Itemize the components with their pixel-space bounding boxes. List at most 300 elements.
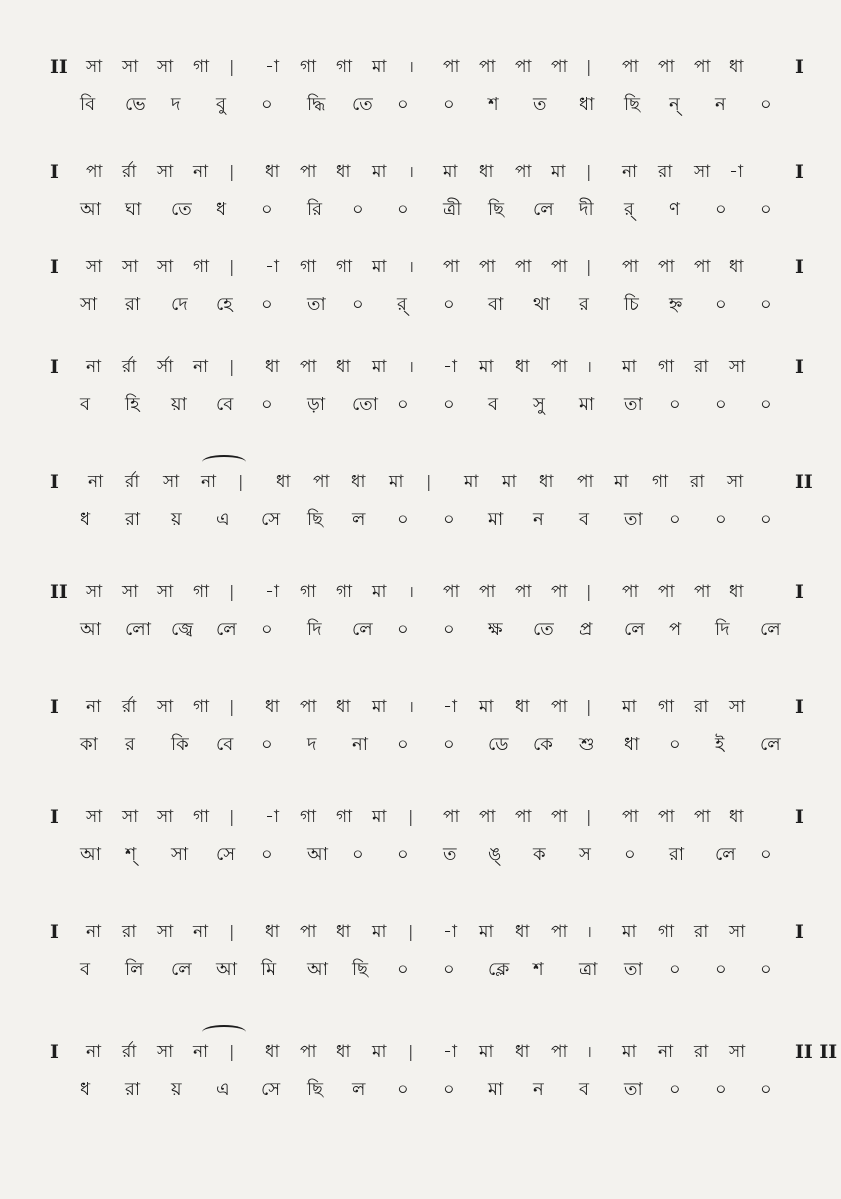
swara-line (50, 350, 825, 386)
swara-note: পা (515, 807, 532, 827)
bar-mark: I (50, 356, 59, 378)
swara-note: ধা (276, 472, 291, 492)
swara-note: -া (443, 697, 457, 717)
lyric-syllable: ০ (760, 394, 772, 415)
measure-divider: । (408, 697, 415, 716)
swara-note: পা (515, 162, 532, 182)
lyric-syllable: ই (715, 734, 725, 755)
lyric-syllable: ডে (488, 734, 509, 755)
swara-note: মা (479, 1042, 494, 1062)
swara-note: মা (622, 922, 637, 942)
swara-note: র্রা (122, 357, 137, 377)
lyric-syllable: ০ (443, 509, 455, 530)
lyric-syllable: ০ (669, 959, 681, 980)
lyric-syllable: ধা (624, 734, 640, 755)
slur-mark (202, 1025, 246, 1039)
swara-note: না (193, 162, 209, 182)
lyric-syllable: ভে (125, 94, 146, 115)
lyric-syllable: তা (624, 394, 643, 415)
lyric-syllable: য়া (171, 394, 187, 415)
lyric-syllable: ০ (760, 1079, 772, 1100)
measure-divider: | (229, 57, 235, 76)
swara-note: গা (300, 582, 317, 602)
swara-note: মা (389, 472, 404, 492)
lyric-syllable: ০ (261, 619, 273, 640)
lyric-syllable: ছি (624, 94, 641, 115)
swara-note: মা (502, 472, 517, 492)
swara-note: পা (479, 57, 496, 77)
swara-note: পা (479, 257, 496, 277)
lyric-syllable: প (669, 619, 682, 640)
measure-divider: | (229, 1042, 235, 1061)
lyric-syllable: ০ (397, 94, 409, 115)
swara-note: মা (372, 582, 387, 602)
swara-note: ধা (265, 357, 280, 377)
lyric-syllable: থা (533, 294, 550, 315)
measure-divider: । (586, 922, 593, 941)
lyric-syllable: য় (171, 1079, 182, 1100)
swara-note: না (86, 1042, 102, 1062)
lyric-syllable: ০ (715, 294, 727, 315)
swara-line (50, 575, 825, 611)
bar-mark: II II (795, 1041, 838, 1063)
swara-note: মা (372, 257, 387, 277)
lyric-syllable: লে (533, 199, 554, 220)
swara-note: মা (464, 472, 479, 492)
swara-note: পা (551, 697, 568, 717)
lyric-syllable: বে (216, 734, 234, 755)
lyric-syllable: ছি (352, 959, 369, 980)
measure-divider: । (408, 162, 415, 181)
lyric-syllable: ০ (261, 844, 273, 865)
lyric-syllable: লে (760, 619, 781, 640)
swara-note: -া (443, 357, 457, 377)
swara-note: সা (727, 472, 744, 492)
swara-note: পা (443, 57, 460, 77)
swara-note: সা (157, 1042, 174, 1062)
lyric-syllable: ০ (760, 94, 772, 115)
lyric-syllable: ০ (760, 959, 772, 980)
lyric-syllable: লে (760, 734, 781, 755)
lyric-syllable: ০ (760, 199, 772, 220)
lyric-syllable: আ (216, 959, 237, 980)
lyric-syllable: লে (216, 619, 237, 640)
lyric-syllable: বে (216, 394, 234, 415)
lyric-syllable: ০ (261, 734, 273, 755)
swara-note: পা (622, 257, 639, 277)
lyric-syllable: রা (669, 844, 685, 865)
swara-note: -া (443, 1042, 457, 1062)
bar-mark: II (50, 581, 68, 603)
swara-note: মা (479, 697, 494, 717)
lyric-syllable: ০ (669, 1079, 681, 1100)
lyric-syllable: ০ (397, 199, 409, 220)
lyric-syllable: প্র (579, 619, 593, 640)
lyric-line (50, 1073, 825, 1109)
swara-note: গা (336, 57, 353, 77)
lyric-syllable: ০ (397, 394, 409, 415)
lyric-syllable: ০ (443, 619, 455, 640)
lyric-line (50, 288, 825, 324)
swara-note: পা (551, 1042, 568, 1062)
swara-note: মা (479, 357, 494, 377)
swara-note: সা (157, 807, 174, 827)
lyric-syllable: ক্লে (488, 959, 510, 980)
swara-note: না (86, 357, 102, 377)
bar-mark: I (795, 806, 804, 828)
lyric-syllable: আ (80, 619, 101, 640)
lyric-syllable: ০ (443, 734, 455, 755)
lyric-syllable: শ (533, 959, 544, 980)
lyric-syllable: র্ (397, 294, 407, 315)
swara-note: -া (265, 582, 279, 602)
swara-note: গা (300, 257, 317, 277)
lyric-syllable: ০ (669, 509, 681, 530)
swara-note: সা (694, 162, 711, 182)
swara-note: পা (658, 57, 675, 77)
swara-note: পা (658, 582, 675, 602)
bar-mark: I (50, 806, 59, 828)
swara-note: পা (551, 57, 568, 77)
swara-note: ধা (729, 57, 744, 77)
swara-note: র্রা (122, 162, 137, 182)
swara-note: সা (157, 582, 174, 602)
lyric-syllable: র্ (624, 199, 634, 220)
lyric-syllable: ব (579, 509, 590, 530)
lyric-syllable: তা (624, 1079, 643, 1100)
lyric-syllable: ০ (624, 844, 636, 865)
swara-note: না (201, 472, 217, 492)
swara-note: গা (193, 57, 210, 77)
lyric-syllable: ধ (216, 199, 227, 220)
swara-note: সা (729, 1042, 746, 1062)
swara-note: পা (551, 257, 568, 277)
lyric-line (50, 388, 825, 424)
lyric-syllable: ০ (397, 1079, 409, 1100)
swara-note: র্রা (122, 1042, 137, 1062)
swara-note: পা (443, 807, 460, 827)
swara-note: না (193, 357, 209, 377)
swara-line (50, 465, 825, 501)
measure-divider: । (586, 357, 593, 376)
swara-note: গা (658, 697, 675, 717)
swara-note: সা (729, 357, 746, 377)
lyric-syllable: শু (579, 734, 595, 755)
lyric-syllable: ০ (397, 959, 409, 980)
swara-note: মা (372, 57, 387, 77)
swara-note: গা (300, 57, 317, 77)
lyric-syllable: তা (307, 294, 326, 315)
lyric-syllable: ধা (579, 94, 595, 115)
lyric-syllable: মি (261, 959, 277, 980)
swara-note: পা (443, 582, 460, 602)
swara-line (50, 250, 825, 286)
lyric-syllable: রা (125, 1079, 141, 1100)
lyric-syllable: ০ (669, 734, 681, 755)
measure-divider: | (408, 922, 414, 941)
swara-note: পা (551, 357, 568, 377)
swara-note: সা (729, 697, 746, 717)
lyric-syllable: দি (715, 619, 730, 640)
lyric-syllable: আ (80, 199, 101, 220)
bar-mark: I (50, 696, 59, 718)
lyric-syllable: হি (125, 394, 140, 415)
swara-note: ধা (479, 162, 494, 182)
swara-note: ধা (729, 582, 744, 602)
swara-note: মা (479, 922, 494, 942)
lyric-syllable: দী (579, 199, 594, 220)
swara-note: পা (622, 807, 639, 827)
swara-note: পা (479, 582, 496, 602)
swara-note: পা (515, 257, 532, 277)
lyric-syllable: সা (171, 844, 189, 865)
lyric-syllable: কি (171, 734, 189, 755)
lyric-syllable: মা (488, 1079, 504, 1100)
notation-stanza (50, 690, 825, 770)
swara-note: র্সা (157, 357, 174, 377)
lyric-syllable: তে (171, 199, 192, 220)
swara-note: ধা (515, 357, 530, 377)
lyric-syllable: ক (533, 844, 546, 865)
lyric-syllable: লে (624, 619, 645, 640)
lyric-syllable: রা (125, 509, 141, 530)
lyric-syllable: ব (80, 959, 91, 980)
measure-divider: | (408, 807, 414, 826)
measure-divider: | (229, 357, 235, 376)
lyric-syllable: ০ (443, 294, 455, 315)
lyric-syllable: ত (533, 94, 547, 115)
lyric-syllable: ল (352, 1079, 366, 1100)
swara-note: না (658, 1042, 674, 1062)
lyric-syllable: এ (216, 1079, 230, 1100)
lyric-syllable: ০ (352, 294, 364, 315)
lyric-syllable: র (125, 734, 135, 755)
notation-stanza (50, 250, 825, 330)
swara-note: না (86, 697, 102, 717)
lyric-syllable: ০ (760, 509, 772, 530)
swara-note: রা (690, 472, 705, 492)
swara-note: পা (313, 472, 330, 492)
notation-stanza (50, 915, 825, 995)
swara-note: গা (658, 357, 675, 377)
swara-note: ধা (336, 697, 351, 717)
lyric-line (50, 613, 825, 649)
measure-divider: । (408, 257, 415, 276)
lyric-syllable: ল (352, 509, 366, 530)
swara-note: মা (372, 162, 387, 182)
swara-note: না (193, 922, 209, 942)
bar-mark: I (795, 921, 804, 943)
lyric-syllable: ০ (443, 959, 455, 980)
swara-note: সা (86, 807, 103, 827)
lyric-syllable: ব (488, 394, 499, 415)
swara-note: মা (372, 807, 387, 827)
swara-line (50, 1035, 838, 1071)
swara-note: পা (577, 472, 594, 492)
swara-note: ধা (336, 162, 351, 182)
notation-stanza (50, 155, 825, 235)
measure-divider: । (408, 582, 415, 601)
swara-line (50, 690, 825, 726)
swara-note: রা (694, 357, 709, 377)
swara-line (50, 800, 825, 836)
lyric-syllable: আ (80, 844, 101, 865)
lyric-syllable: লে (352, 619, 373, 640)
lyric-syllable: কে (533, 734, 553, 755)
swara-note: পা (551, 582, 568, 602)
lyric-syllable: ০ (715, 959, 727, 980)
measure-divider: | (229, 807, 235, 826)
swara-note: গা (300, 807, 317, 827)
lyric-syllable: চি (624, 294, 639, 315)
lyric-syllable: ০ (715, 394, 727, 415)
lyric-syllable: ০ (261, 294, 273, 315)
swara-note: ধা (265, 162, 280, 182)
lyric-syllable: লে (715, 844, 736, 865)
swara-note: ধা (265, 922, 280, 942)
swara-note: -া (443, 922, 457, 942)
swara-note: ধা (336, 357, 351, 377)
swara-note: মা (622, 357, 637, 377)
lyric-syllable: ন (715, 94, 726, 115)
lyric-syllable: ত্রী (443, 199, 462, 220)
measure-divider: | (586, 162, 592, 181)
bar-mark: I (795, 256, 804, 278)
swara-note: মা (622, 697, 637, 717)
swara-note: না (86, 922, 102, 942)
lyric-syllable: ব (579, 1079, 590, 1100)
lyric-line (50, 88, 825, 124)
measure-divider: । (586, 1042, 593, 1061)
swara-note: পা (551, 922, 568, 942)
notation-stanza (50, 350, 825, 430)
swara-note: পা (300, 922, 317, 942)
lyric-line (50, 838, 825, 874)
swara-note: না (622, 162, 638, 182)
swara-note: র্রা (125, 472, 140, 492)
lyric-syllable: ০ (760, 844, 772, 865)
swara-note: গা (193, 582, 210, 602)
swara-note: রা (694, 1042, 709, 1062)
swara-note: ধা (351, 472, 366, 492)
notation-stanza (50, 575, 825, 655)
lyric-syllable: ০ (443, 94, 455, 115)
lyric-syllable: দে (171, 294, 188, 315)
lyric-syllable: ছি (488, 199, 505, 220)
lyric-syllable: ০ (397, 844, 409, 865)
swara-note: পা (658, 807, 675, 827)
swara-note: মা (443, 162, 458, 182)
bar-mark: I (795, 56, 804, 78)
lyric-syllable: দ (307, 734, 317, 755)
swara-note: না (88, 472, 104, 492)
swara-note: সা (122, 582, 139, 602)
swara-line (50, 50, 825, 86)
swara-note: পা (479, 807, 496, 827)
lyric-syllable: বু (216, 94, 227, 115)
lyric-syllable: ০ (397, 619, 409, 640)
lyric-syllable: রা (125, 294, 141, 315)
measure-divider: | (586, 57, 592, 76)
swara-note: ধা (539, 472, 554, 492)
lyric-syllable: ব (80, 394, 91, 415)
swara-note: সা (157, 257, 174, 277)
lyric-syllable: ০ (352, 199, 364, 220)
swara-note: পা (515, 582, 532, 602)
slur-mark (202, 455, 246, 469)
lyric-syllable: ০ (397, 509, 409, 530)
lyric-syllable: ০ (715, 509, 727, 530)
lyric-syllable: সু (533, 394, 545, 415)
lyric-syllable: এ (216, 509, 230, 530)
lyric-syllable: ০ (397, 734, 409, 755)
measure-divider: | (229, 922, 235, 941)
lyric-syllable: সে (261, 1079, 281, 1100)
lyric-syllable: ক্ষ (488, 619, 503, 640)
bar-mark: I (50, 1041, 59, 1063)
swara-note: গা (336, 807, 353, 827)
swara-note: -া (265, 807, 279, 827)
swara-note: সা (157, 922, 174, 942)
swara-note: ধা (265, 697, 280, 717)
swara-note: রা (694, 697, 709, 717)
swara-note: সা (86, 57, 103, 77)
bar-mark: I (795, 696, 804, 718)
swara-note: পা (694, 807, 711, 827)
lyric-syllable: সা (80, 294, 98, 315)
lyric-syllable: ন (533, 1079, 544, 1100)
swara-note: গা (658, 922, 675, 942)
swara-note: পা (300, 1042, 317, 1062)
swara-note: গা (652, 472, 669, 492)
lyric-syllable: শ (488, 94, 499, 115)
lyric-syllable: ছি (307, 1079, 324, 1100)
measure-divider: | (586, 807, 592, 826)
swara-note: -া (729, 162, 743, 182)
lyric-syllable: তে (352, 94, 373, 115)
lyric-syllable: বি (80, 94, 96, 115)
lyric-syllable: তা (624, 509, 643, 530)
measure-divider: | (229, 257, 235, 276)
swara-note: রা (694, 922, 709, 942)
swara-note: মা (551, 162, 566, 182)
swara-note: পা (658, 257, 675, 277)
lyric-syllable: ড়া (307, 394, 326, 415)
swara-note: পা (694, 257, 711, 277)
lyric-syllable: ধ (80, 509, 91, 530)
bar-mark: I (795, 356, 804, 378)
bar-mark: I (795, 581, 804, 603)
swara-note: না (193, 1042, 209, 1062)
swara-note: ধা (515, 697, 530, 717)
lyric-syllable: সে (216, 844, 236, 865)
lyric-syllable: মা (488, 509, 504, 530)
lyric-syllable: ণ (669, 199, 680, 220)
swara-note: মা (372, 357, 387, 377)
lyric-syllable: ন (533, 509, 544, 530)
lyric-syllable: বা (488, 294, 504, 315)
swara-note: সা (157, 57, 174, 77)
lyric-syllable: আ (307, 959, 328, 980)
lyric-syllable: ঘা (125, 199, 142, 220)
swara-note: ধা (336, 922, 351, 942)
lyric-syllable: র (579, 294, 589, 315)
lyric-syllable: ০ (760, 294, 772, 315)
lyric-syllable: লি (125, 959, 144, 980)
swara-note: পা (300, 357, 317, 377)
swara-note: ধা (515, 1042, 530, 1062)
swara-note: সা (729, 922, 746, 942)
